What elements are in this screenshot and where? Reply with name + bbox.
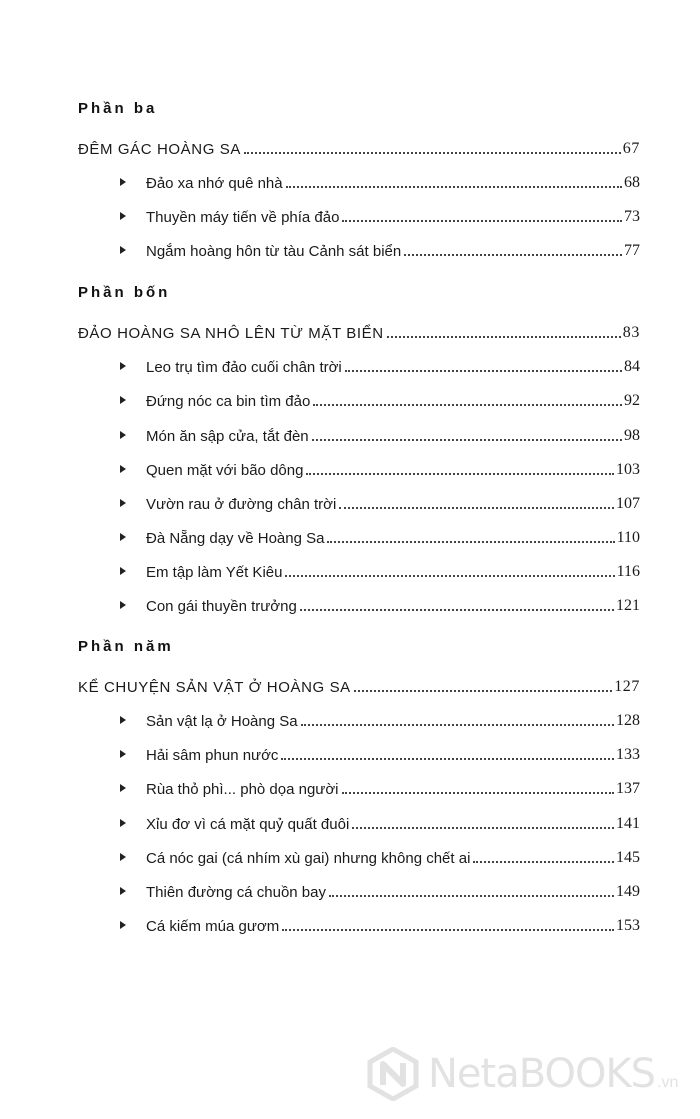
page-number: 73 [624, 208, 640, 225]
item-title: Em tập làm Yết Kiêu [146, 564, 283, 581]
toc-item-row [78, 236, 640, 260]
bullet-icon [120, 784, 126, 792]
dot-leader [313, 403, 622, 406]
dot-leader [342, 219, 622, 222]
page-number: 149 [616, 883, 640, 900]
dot-leader [339, 506, 614, 509]
toc-item-row [78, 911, 640, 935]
item-title: Xỉu đơ vì cá mặt quỷ quất đuôi [146, 816, 350, 833]
item-title: Cá nóc gai (cá nhím xù gai) nhưng không chết ai [146, 850, 471, 867]
dot-leader [342, 791, 614, 794]
item-title: Sản vật lạ ở Hoàng Sa [146, 713, 298, 730]
dot-leader [404, 253, 622, 256]
dot-leader [286, 185, 622, 188]
toc-item-row [78, 352, 640, 376]
bullet-icon [120, 499, 126, 507]
bullet-icon [120, 567, 126, 575]
toc-item-row [78, 202, 640, 226]
dot-leader [352, 826, 614, 829]
toc-item-row [78, 877, 640, 901]
toc-item-row [78, 168, 640, 192]
part-heading: Phần bốn [78, 284, 171, 301]
page-number: 153 [616, 917, 640, 934]
part-heading: Phần ba [78, 100, 158, 117]
item-title: Leo trụ tìm đảo cuối chân trời [146, 359, 342, 376]
item-title: Hải sâm phun nước [146, 747, 279, 764]
item-title: Cá kiếm múa gươm [146, 918, 280, 935]
page-number: 98 [624, 427, 640, 444]
bullet-icon [120, 431, 126, 439]
bullet-icon [120, 396, 126, 404]
chapter-title: KỂ CHUYỆN SẢN VẬT Ở HOÀNG SA [78, 679, 351, 696]
page-number: 84 [624, 358, 640, 375]
netabooks-logo-icon [366, 1047, 420, 1101]
page-number: 67 [622, 140, 640, 157]
bullet-icon [120, 921, 126, 929]
dot-leader [329, 894, 614, 897]
bullet-icon [120, 887, 126, 895]
page-number: 107 [616, 495, 640, 512]
item-title: Đảo xa nhớ quê nhà [146, 175, 283, 192]
item-title: Thiên đường cá chuồn bay [146, 884, 326, 901]
dot-leader [387, 335, 621, 338]
bullet-icon [120, 533, 126, 541]
toc-item-row [78, 421, 640, 445]
toc-item-row [78, 740, 640, 764]
toc-item-row [78, 557, 640, 581]
page-number: 68 [624, 174, 640, 191]
item-title: Món ăn sập cửa, tắt đèn [146, 428, 309, 445]
item-title: Ngắm hoàng hôn từ tàu Cảnh sát biển [146, 243, 402, 260]
item-title: Vườn rau ở đường chân trời [146, 496, 337, 513]
dot-leader [282, 928, 614, 931]
chapter-title: ĐẢO HOÀNG SA NHÔ LÊN TỪ MẶT BIỂN [78, 325, 384, 342]
dot-leader [473, 860, 614, 863]
toc-item-row [78, 386, 640, 410]
watermark-suffix: .vn [657, 1074, 679, 1091]
page-number: 116 [616, 563, 640, 580]
page-number: 92 [624, 392, 640, 409]
toc-chapter-row [78, 672, 640, 696]
dot-leader [312, 438, 622, 441]
chapter-title: ĐÊM GÁC HOÀNG SA [78, 141, 241, 158]
bullet-icon [120, 212, 126, 220]
dot-leader [306, 472, 614, 475]
page-number: 141 [616, 815, 640, 832]
dot-leader [354, 689, 612, 692]
toc-item-row [78, 455, 640, 479]
toc-item-row [78, 809, 640, 833]
toc-item-row [78, 591, 640, 615]
dot-leader [281, 757, 614, 760]
page-number: 145 [616, 849, 640, 866]
bullet-icon [120, 246, 126, 254]
bullet-icon [120, 601, 126, 609]
item-title: Con gái thuyền trưởng [146, 598, 297, 615]
page-number: 103 [616, 461, 640, 478]
bullet-icon [120, 178, 126, 186]
page-number: 77 [624, 242, 640, 259]
bullet-icon [120, 853, 126, 861]
page-number: 137 [616, 780, 640, 797]
toc-chapter-row [78, 134, 640, 158]
bullet-icon [120, 362, 126, 370]
toc-item-row [78, 706, 640, 730]
item-title: Đứng nóc ca bin tìm đảo [146, 393, 311, 410]
page-number: 121 [616, 597, 640, 614]
item-title: Thuyền máy tiến về phía đảo [146, 209, 340, 226]
page-number: 133 [616, 746, 640, 763]
bullet-icon [120, 716, 126, 724]
toc-chapter-row [78, 318, 640, 342]
part-heading: Phần năm [78, 638, 174, 655]
bullet-icon [120, 465, 126, 473]
toc-item-row [78, 774, 640, 798]
dot-leader [300, 608, 614, 611]
watermark [366, 1046, 678, 1102]
dot-leader [301, 723, 614, 726]
page-number: 128 [616, 712, 640, 729]
bullet-icon [120, 750, 126, 758]
dot-leader [327, 540, 614, 543]
bullet-icon [120, 819, 126, 827]
item-title: Đà Nẵng dạy về Hoàng Sa [146, 530, 325, 547]
dot-leader [285, 574, 614, 577]
dot-leader [345, 369, 622, 372]
toc-item-row [78, 523, 640, 547]
dot-leader [244, 151, 621, 154]
item-title: Quen mặt với bão dông [146, 462, 304, 479]
toc-item-row [78, 843, 640, 867]
page-number: 127 [614, 678, 640, 695]
toc-item-row [78, 489, 640, 513]
page-number: 83 [622, 324, 640, 341]
item-title: Rùa thỏ phì... phò dọa người [146, 781, 339, 798]
watermark-text: NetaBOOKS [428, 1051, 656, 1097]
page-number: 110 [616, 529, 640, 546]
